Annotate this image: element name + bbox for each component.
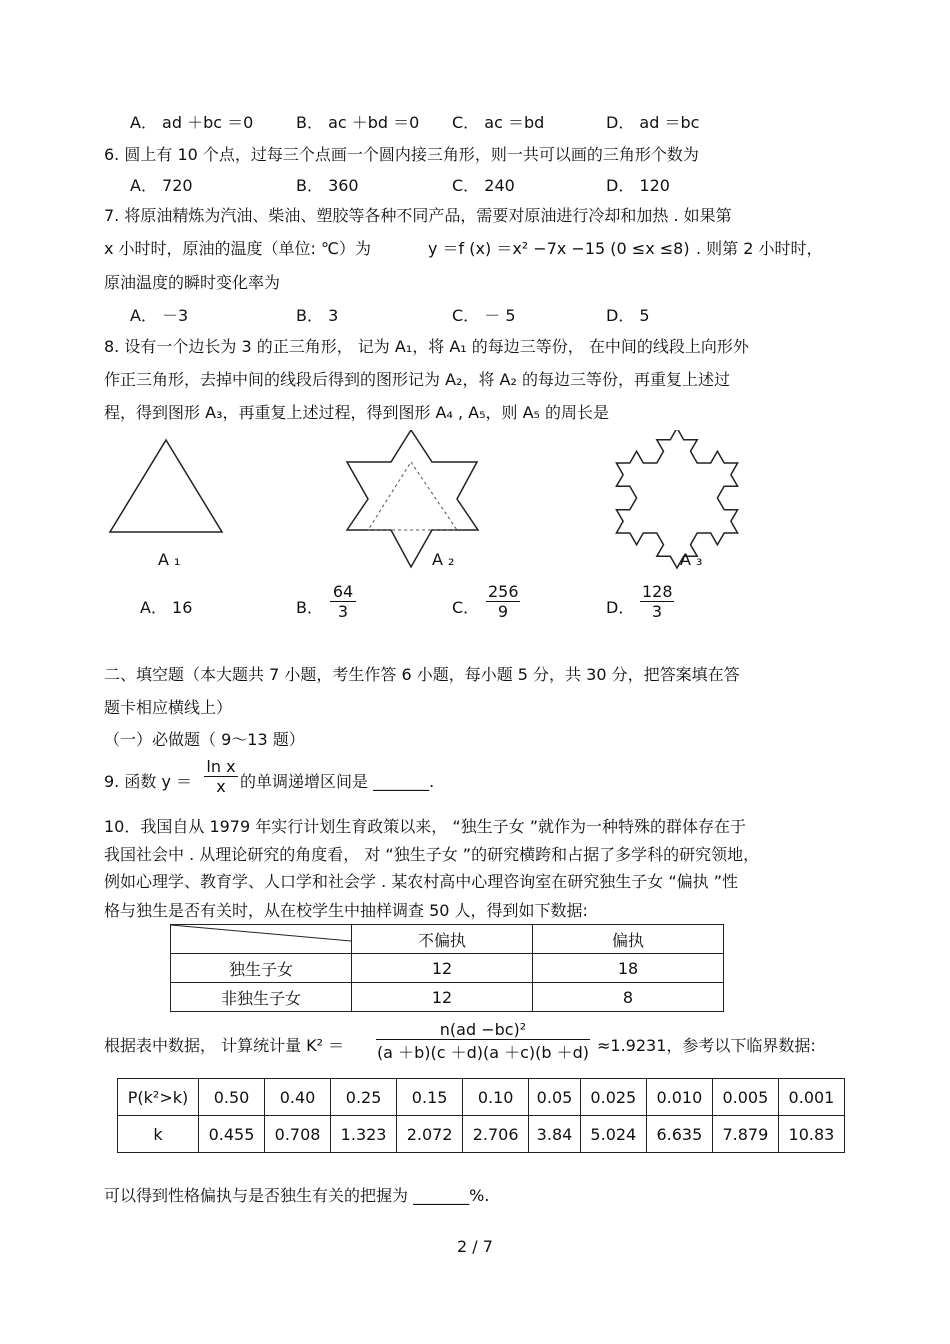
table-cell: 5.024 [580,1116,646,1153]
table-cell: P(k²>k) [118,1079,199,1116]
contingency-table [170,924,724,1012]
section2-line1: 二、填空题（本大题共 7 小题，考生作答 6 小题，每小题 5 分，共 30 分，把答案填在答 [104,665,740,684]
table-cell: 非独生子女 [171,983,352,1012]
q10-line3: 例如心理学、教育学、人口学和社会学 . 某农村高中心理咨询室在研究独生子女 “偏执 ”性 [104,872,739,891]
table-cell: 0.25 [331,1079,397,1116]
k2-numerator: n(ad −bc)² [376,1020,590,1040]
q8-line2: 作正三角形，去掉中间的线段后得到的图形记为 A₂，将 A₂ 的每边三等份，再重复上述过 [104,370,730,389]
q7-line1: 7. 将原油精炼为汽油、柴油、塑胶等各种不同产品，需要对原油进行冷却和加热 . 如果第 [104,206,732,225]
q8-option-d-num: 128 [642,582,673,601]
q5-option-b: B． ac ＋bd ＝0 [296,113,420,132]
q9-den: x [216,777,226,796]
q8-option-b-prefix: B． [296,598,323,617]
q10-line4: 格与独生是否有关时，从在校学生中抽样调查 50 人，得到如下数据: [104,901,588,920]
q5-option-a: A． ad ＋bc ＝0 [130,113,254,132]
k2-fraction [376,1020,590,1063]
q8-option-d-prefix: D． [606,598,635,617]
q8-option-c-prefix: C． [452,598,480,617]
table-cell: 3.84 [529,1116,581,1153]
section2-subheading: （一）必做题（ 9～13 题） [104,730,305,749]
q8-line1: 8. 设有一个边长为 3 的正三角形， 记为 A₁，将 A₁ 的每边三等份， 在中间的线段上向形外 [104,337,749,356]
table-cell: 0.708 [265,1116,331,1153]
table-cell: 10.83 [778,1116,844,1153]
table-cell: 0.001 [778,1079,844,1116]
q8-option-c-fraction [486,582,520,621]
table-cell: 0.40 [265,1079,331,1116]
table-cell: 1.323 [331,1116,397,1153]
critical-value-table [117,1078,845,1153]
q7-line3: 原油温度的瞬时变化率为 [104,273,281,292]
q7-option-c: C． － 5 [452,306,516,325]
table-cell: 2.706 [463,1116,529,1153]
table-row [171,983,724,1012]
figure-a1-triangle [110,440,222,532]
table-cell: 0.025 [580,1079,646,1116]
figure-a3-label: A ₃ [680,550,703,569]
q10-calc-prefix: 根据表中数据， 计算统计量 K² ＝ [104,1036,345,1055]
q9-fraction [204,757,238,796]
q7-line2b: . 则第 2 小时时， [696,239,823,258]
table-cell: 0.50 [199,1079,265,1116]
q7-option-d: D． 5 [606,306,650,325]
q10-conclusion: 可以得到性格偏执与是否独生有关的把握为 _______%. [104,1186,490,1205]
table-header: 偏执 [533,925,724,954]
table-cell: 7.879 [712,1116,778,1153]
q5-option-d: D． ad ＝bc [606,113,700,132]
q8-option-c-num: 256 [488,582,519,601]
figure-a2-label: A ₂ [432,550,455,569]
q8-option-c-den: 9 [497,602,509,621]
table-cell: 0.005 [712,1079,778,1116]
q10-line2: 我国社会中 . 从理论研究的角度看， 对 “独生子女 ”的研究横跨和占据了多学科的研究领地， [104,845,760,864]
q10-calc-suffix: ≈1.9231，参考以下临界数据: [597,1036,816,1055]
q10-line1: 10．我国自从 1979 年实行计划生育政策以来， “独生子女 ”就作为一种特殊的群体存在于 [104,817,747,836]
q7-formula: y ＝f (x) ＝x² −7x −15 (0 ≤x ≤8) [428,239,690,258]
table-cell: 0.455 [199,1116,265,1153]
table-row [118,1116,845,1153]
q6-option-c: C． 240 [452,176,515,195]
q5-option-c: C． ac ＝bd [452,113,545,132]
table-cell: 6.635 [646,1116,712,1153]
table-cell: 12 [352,983,533,1012]
page-number: 2 / 7 [457,1237,493,1256]
table-cell: 2.072 [397,1116,463,1153]
snowflake-figures [100,430,850,580]
q8-option-d-den: 3 [651,602,663,621]
table-cell: 0.010 [646,1079,712,1116]
figure-a3-koch [616,430,737,568]
table-cell: 独生子女 [171,954,352,983]
table-row [118,1079,845,1116]
figure-a2-inner-triangle [368,462,457,530]
q7-line2a: x 小时时，原油的温度（单位: ℃）为 [104,239,372,258]
q8-line3: 程，得到图形 A₃，再重复上述过程，得到图形 A₄ , A₅，则 A₅ 的周长是 [104,403,610,422]
q8-option-b-den: 3 [337,602,349,621]
q9-prefix: 9. 函数 y ＝ [104,772,192,791]
q8-option-a: A． 16 [140,598,193,617]
table-row [171,954,724,983]
diagonal-line [171,925,351,954]
figure-a2-star [347,430,478,567]
q6-option-a: A． 720 [130,176,193,195]
q9-num: ln x [204,757,238,777]
q7-option-b: B． 3 [296,306,339,325]
section2-line2: 题卡相应横线上） [104,698,233,717]
q9-suffix: 的单调递增区间是 _______. [240,772,435,791]
q7-option-a: A． －3 [130,306,189,325]
figure-a1-label: A ₁ [158,550,181,569]
table-cell: 0.15 [397,1079,463,1116]
q8-option-b-num: 64 [330,582,356,602]
table-cell: 0.10 [463,1079,529,1116]
q6-option-d: D． 120 [606,176,670,195]
table-header-diagonal-cell [171,925,352,954]
q6-text: 6. 圆上有 10 个点，过每三个点画一个圆内接三角形，则一共可以画的三角形个数为 [104,145,699,164]
q8-option-b-fraction [330,582,356,621]
table-cell: 12 [352,954,533,983]
table-cell: 8 [533,983,724,1012]
table-cell: k [118,1116,199,1153]
k2-denominator: (a ＋b)(c ＋d)(a ＋c)(b ＋d) [376,1043,590,1062]
q6-option-b: B． 360 [296,176,359,195]
table-cell: 0.05 [529,1079,581,1116]
table-header: 不偏执 [352,925,533,954]
q8-option-d-fraction [640,582,674,621]
table-cell: 18 [533,954,724,983]
